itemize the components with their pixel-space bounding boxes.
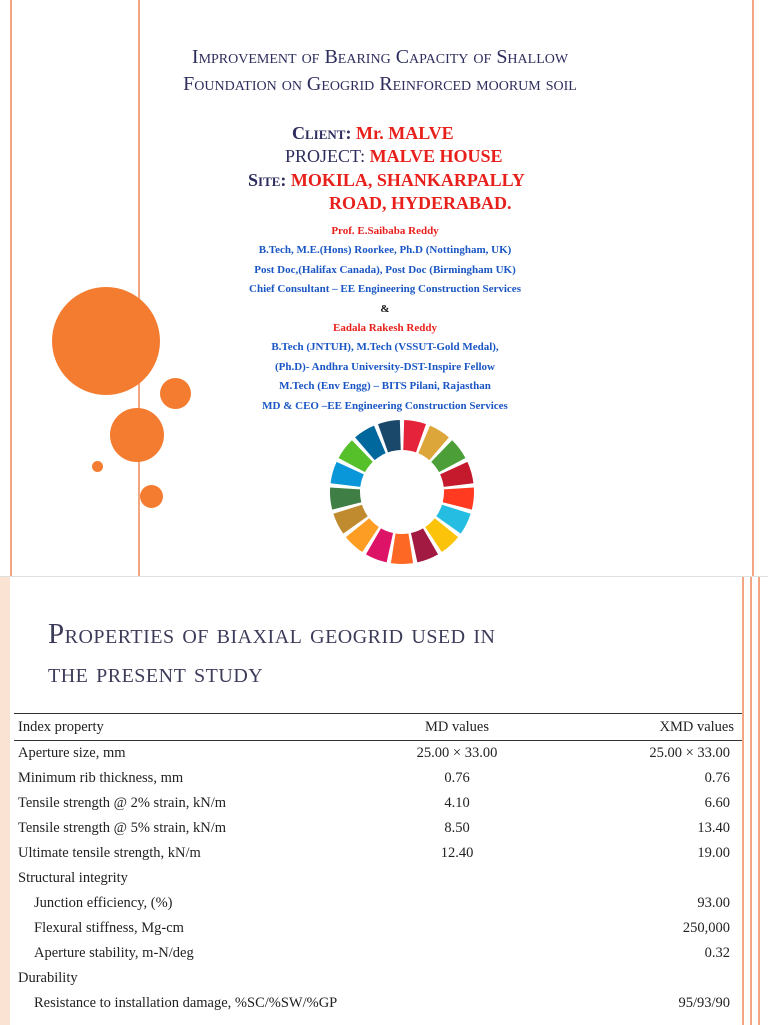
table-row bbox=[14, 766, 742, 791]
author-credential: B.Tech (JNTUH), M.Tech (VSSUT-Gold Medal), bbox=[271, 341, 499, 354]
wheel-segment bbox=[391, 534, 413, 565]
site-value: MOKILA, SHANKARPALLY bbox=[290, 170, 525, 190]
table-cell: 0.76 bbox=[704, 770, 730, 786]
table-cell: Resistance to installation damage, %SC/%SW/%GP bbox=[34, 995, 338, 1011]
decorative-circle bbox=[140, 485, 163, 508]
properties-slide bbox=[0, 576, 768, 1025]
table-row bbox=[14, 791, 742, 816]
table-cell: Structural integrity bbox=[18, 870, 128, 886]
table-cell: Junction efficiency, (%) bbox=[34, 895, 173, 911]
wheel-segment bbox=[330, 488, 361, 510]
presentation-title bbox=[80, 44, 680, 98]
author-credential: MD & CEO –EE Engineering Construction Services bbox=[262, 399, 508, 412]
author-credential: M.Tech (Env Engg) – BITS Pilani, Rajasthan bbox=[279, 380, 491, 393]
project-line bbox=[285, 146, 503, 167]
table-cell bbox=[556, 866, 742, 891]
table-cell: 8.50 bbox=[444, 820, 470, 836]
title-line: the present study bbox=[48, 657, 264, 689]
table-cell: Durability bbox=[18, 970, 78, 986]
decorative-circle-large bbox=[52, 287, 160, 395]
table-cell: Aperture stability, m-N/deg bbox=[34, 945, 194, 961]
column-header: MD values bbox=[358, 714, 556, 741]
table-cell bbox=[358, 991, 556, 1016]
table-cell: 12.40 bbox=[440, 845, 474, 861]
table-cell: 25.00 × 33.00 bbox=[416, 745, 498, 761]
title-line: Properties of biaxial geogrid used in bbox=[48, 618, 496, 650]
table-header-row bbox=[14, 714, 742, 741]
table-cell: 95/93/90 bbox=[678, 995, 730, 1011]
slide-title bbox=[48, 615, 688, 693]
decorative-circle bbox=[160, 378, 191, 409]
table-cell: Ultimate tensile strength, kN/m bbox=[18, 845, 201, 861]
site-line bbox=[248, 170, 525, 191]
author-name: Prof. E.Saibaba Reddy bbox=[331, 225, 439, 237]
table-cell: 250,000 bbox=[682, 920, 730, 936]
table-cell: 0.32 bbox=[704, 945, 730, 961]
client-value: Mr. MALVE bbox=[355, 123, 454, 143]
table-row bbox=[14, 816, 742, 841]
geogrid-properties-table bbox=[14, 713, 742, 1016]
author-credential: (Ph.D)- Andhra University-DST-Inspire Fellow bbox=[274, 360, 496, 373]
decorative-line bbox=[10, 0, 12, 576]
site-value: ROAD, HYDERABAD. bbox=[329, 193, 512, 213]
table-row bbox=[14, 916, 742, 941]
column-header: Index property bbox=[14, 714, 358, 741]
table-cell bbox=[358, 916, 556, 941]
table-row bbox=[14, 966, 742, 991]
table-cell: 6.60 bbox=[704, 795, 730, 811]
decorative-line bbox=[758, 577, 760, 1025]
wheel-segment bbox=[443, 488, 474, 510]
title-line: Foundation on Geogrid Reinforced moorum soil bbox=[183, 73, 577, 95]
table-cell: 19.00 bbox=[697, 845, 730, 861]
client-line bbox=[292, 123, 454, 144]
author-credits bbox=[200, 222, 570, 416]
table-cell: Tensile strength @ 2% strain, kN/m bbox=[18, 795, 227, 811]
decorative-band bbox=[0, 577, 10, 1025]
table-cell: 0.76 bbox=[444, 770, 470, 786]
table-cell bbox=[358, 966, 556, 991]
author-credential: Post Doc,(Halifax Canada), Post Doc (Birmingham UK) bbox=[254, 263, 516, 276]
site-line-2 bbox=[329, 193, 512, 214]
table-cell bbox=[358, 866, 556, 891]
table-cell: 93.00 bbox=[697, 895, 730, 911]
table-cell: 13.40 bbox=[697, 820, 730, 836]
author-credential: Chief Consultant – EE Engineering Construction Services bbox=[249, 283, 521, 296]
table-row bbox=[14, 841, 742, 866]
project-label: PROJECT: bbox=[285, 146, 366, 166]
table-cell: Aperture size, mm bbox=[18, 745, 126, 761]
decorative-line bbox=[742, 577, 744, 1025]
client-label: Client: bbox=[292, 123, 352, 143]
ampersand: & bbox=[380, 302, 390, 315]
table-cell: Minimum rib thickness, mm bbox=[18, 770, 184, 786]
title-line: Improvement of Bearing Capacity of Shallow bbox=[191, 46, 569, 68]
table-row bbox=[14, 941, 742, 966]
decorative-circle-small bbox=[92, 461, 103, 472]
author-credential: B.Tech, M.E.(Hons) Roorkee, Ph.D (Nottingham, UK) bbox=[258, 244, 512, 257]
decorative-line bbox=[752, 0, 754, 576]
site-label: Site: bbox=[248, 170, 287, 190]
table-row bbox=[14, 991, 742, 1016]
table-cell: 4.10 bbox=[444, 795, 470, 811]
author-name: Eadala Rakesh Reddy bbox=[333, 322, 437, 335]
table-cell: Flexural stiffness, Mg-cm bbox=[34, 920, 184, 936]
decorative-line bbox=[750, 577, 752, 1025]
table-cell: 25.00 × 33.00 bbox=[649, 745, 730, 761]
table-row bbox=[14, 891, 742, 916]
table-cell bbox=[358, 891, 556, 916]
table-cell bbox=[358, 941, 556, 966]
table-row bbox=[14, 866, 742, 891]
table-cell bbox=[556, 966, 742, 991]
decorative-circle bbox=[110, 408, 164, 462]
project-value: MALVE HOUSE bbox=[369, 146, 503, 166]
table-row bbox=[14, 741, 742, 767]
sdg-wheel-icon bbox=[328, 418, 476, 566]
table-cell: Tensile strength @ 5% strain, kN/m bbox=[18, 820, 227, 836]
column-header: XMD values bbox=[556, 714, 742, 741]
